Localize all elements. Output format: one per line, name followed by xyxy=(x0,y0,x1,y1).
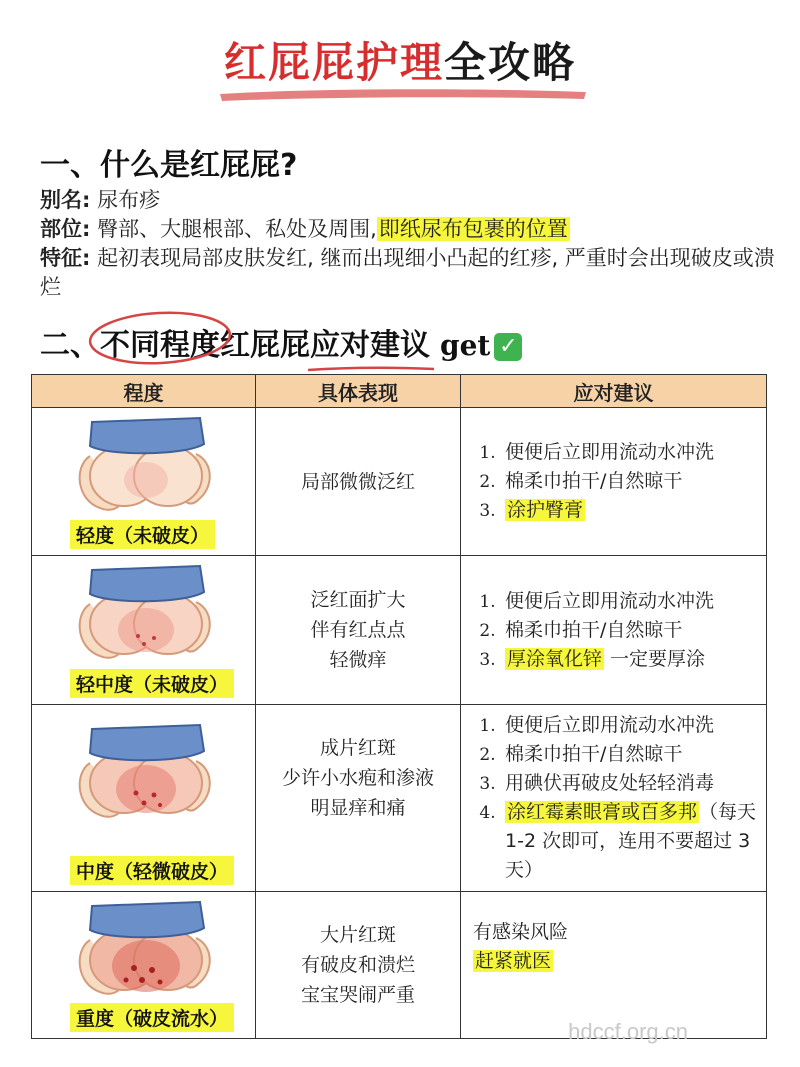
symptom-line: 伴有红点点 xyxy=(310,619,406,641)
header-symptoms: 具体表现 xyxy=(256,375,461,408)
advice-list xyxy=(473,587,758,674)
symptom-line: 有破皮和溃烂 xyxy=(300,954,415,976)
section2-underlined: 应对建议 xyxy=(310,320,430,364)
feature-label: 特征: xyxy=(40,246,91,270)
title-wrap xyxy=(0,30,800,90)
page-title xyxy=(224,30,576,90)
level-label: 重度（破皮流水） xyxy=(70,1003,234,1032)
check-icon: ✓ xyxy=(494,333,522,361)
advice-item: 2. 棉柔巾拍干/自然晾干 xyxy=(501,467,758,496)
location-line xyxy=(40,215,780,244)
advice-item: 1. 便便后立即用流动水冲洗 xyxy=(501,587,758,616)
section2-middle: 红屁屁 xyxy=(220,328,310,363)
symptom-line: 成片红斑 xyxy=(319,737,396,759)
symptoms-cell xyxy=(256,892,461,1039)
baby-bottom-illustration-icon xyxy=(64,715,224,830)
symptom-line: 宝宝哭闹严重 xyxy=(300,984,415,1006)
symptoms-cell xyxy=(256,705,461,892)
care-guide-table xyxy=(31,374,767,1039)
baby-bottom-illustration-icon xyxy=(64,408,224,523)
baby-bottom-illustration-icon xyxy=(64,892,224,1007)
underline-mark-icon xyxy=(306,364,436,374)
advice-plain-highlight: 赶紧就医 xyxy=(475,950,552,972)
baby-bottom-illustration-icon xyxy=(64,556,224,671)
advice-item: 3. 厚涂氧化锌 一定要厚涂 xyxy=(501,645,758,674)
alias-line xyxy=(40,186,780,215)
symptoms-cell xyxy=(256,556,461,705)
table-row xyxy=(32,408,767,556)
level-cell xyxy=(32,705,256,892)
advice-item: 3. 用碘伏再破皮处轻轻消毒 xyxy=(501,769,758,798)
level-cell xyxy=(32,556,256,705)
symptom-line: 局部微微泛红 xyxy=(300,470,415,493)
title-underline-stroke xyxy=(218,82,588,104)
symptom-line: 泛红面扩大 xyxy=(310,589,406,611)
level-label: 轻度（未破皮） xyxy=(70,520,215,549)
alias-label: 别名: xyxy=(40,188,91,212)
symptom-line: 大片红斑 xyxy=(319,924,396,946)
header-advice: 应对建议 xyxy=(461,375,767,408)
watermark: hdccf.org.cn xyxy=(568,1019,688,1044)
symptom-line: 明显痒和痛 xyxy=(310,797,406,819)
symptoms-cell xyxy=(256,408,461,556)
section2-circled: 不同程度 xyxy=(100,320,220,364)
level-label: 中度（轻微破皮） xyxy=(70,856,234,885)
symptom-line: 轻微痒 xyxy=(329,649,387,671)
advice-cell xyxy=(461,408,767,556)
advice-item: 1. 便便后立即用流动水冲洗 xyxy=(501,438,758,467)
table-row xyxy=(32,556,767,705)
section1-info xyxy=(40,186,780,302)
advice-item: 2. 棉柔巾拍干/自然晾干 xyxy=(501,616,758,645)
section2-prefix: 二、 xyxy=(40,328,100,363)
advice-list xyxy=(473,438,758,525)
level-cell xyxy=(32,892,256,1039)
section1-heading: 一、什么是红屁屁? xyxy=(40,148,298,183)
alias-value: 尿布疹 xyxy=(97,188,161,212)
location-value: 臀部、大腿根部、私处及周围, xyxy=(97,217,377,241)
table-row xyxy=(32,705,767,892)
advice-item: 1. 便便后立即用流动水冲洗 xyxy=(501,711,758,740)
advice-cell xyxy=(461,892,767,1039)
header-level: 程度 xyxy=(32,375,256,408)
advice-item: 2. 棉柔巾拍干/自然晾干 xyxy=(501,740,758,769)
title-red-part: 红屁屁护理 xyxy=(223,38,444,87)
location-label: 部位: xyxy=(40,217,91,241)
table-header-row xyxy=(32,375,767,408)
advice-list xyxy=(473,711,758,885)
title-black-part: 全攻略 xyxy=(444,38,577,87)
advice-item: 3. 涂护臀膏 xyxy=(501,496,758,525)
advice-item: 4. 涂红霉素眼膏或百多邦 （每天 1-2 次即可，连用不要超过 3 天） xyxy=(501,798,758,885)
location-highlight: 即纸尿布包裹的位置 xyxy=(378,217,568,241)
level-label: 轻中度（未破皮） xyxy=(70,669,234,698)
circle-mark-icon xyxy=(86,308,236,368)
level-cell xyxy=(32,408,256,556)
advice-plain: 有感染风险 xyxy=(473,921,569,943)
advice-cell xyxy=(461,705,767,892)
section2-get: get xyxy=(440,329,491,362)
advice-cell xyxy=(461,556,767,705)
feature-value: 起初表现局部皮肤发红, 继而出现细小凸起的红疹, 严重时会出现破皮或溃烂 xyxy=(40,246,775,299)
feature-line xyxy=(40,244,780,302)
symptom-line: 少许小水疱和渗液 xyxy=(281,767,434,789)
section2-heading xyxy=(40,320,522,364)
table-row xyxy=(32,892,767,1039)
